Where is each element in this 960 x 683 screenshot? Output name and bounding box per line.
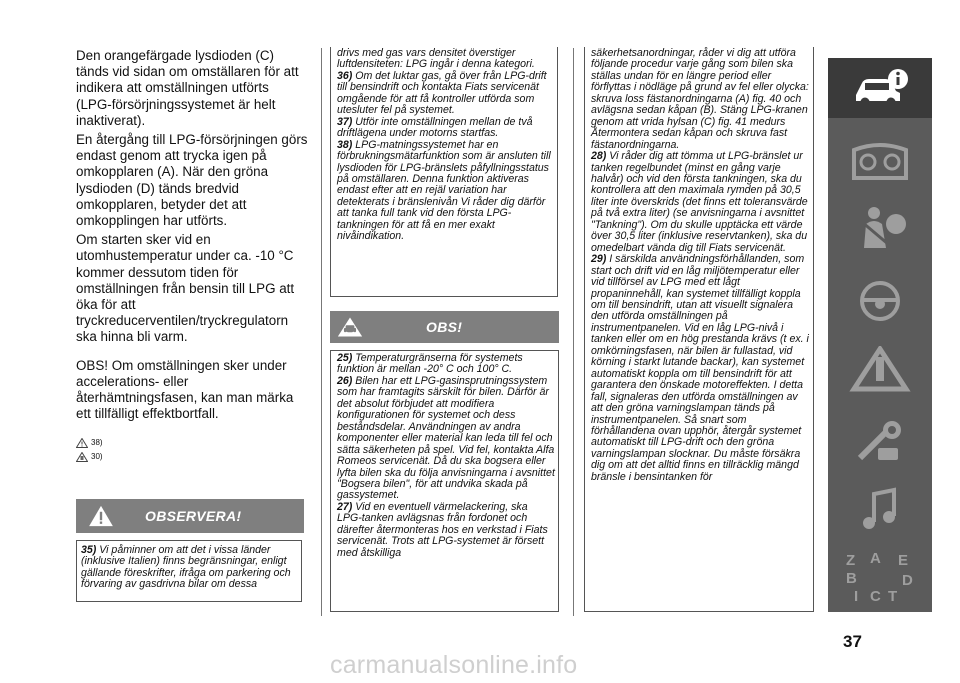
observera-title: OBSERVERA! <box>145 508 242 524</box>
item-number: 26) <box>337 374 353 387</box>
seatbelt-airbag-icon <box>848 204 912 250</box>
item-text: drivs med gas vars densitet överstiger luftdensiteten: LPG ingår i denna kategori. <box>337 47 535 71</box>
item-number: 38) <box>337 138 353 151</box>
box-item <box>337 140 554 243</box>
car-info-icon <box>848 65 912 111</box>
item-text: I särskilda användningsförhållanden, som start och drift vid en låg miljötemperatur eller vid tillförsel av LPG med ett lågt propaninnehåll, kan systemet tillfälligt koppla om till bensindrift, utan att visuellt signalera den utförda omställningen på instrumentpanelen. Vid en låg LPG-nivå i tanken eller om en hög prestanda krävs (t ex. i omkörningsfasen, när bilen är fullastad, vid körning i starkt lutande backar), kan systemet automatiskt koppla om till bensindrift för att garantera den önskade motoreffekten. I detta fall, signaleras den utförda omställningen av att den gröna varningslampan tänds på instrumentpanelen. Så snart som förhållandena ovan upphör, återgår systemet automatiskt till LPG-drift och den gröna varningslampan slocknar. Du måste försäkra dig om att det alltid finns en tillräcklig mängd bränsle i bensintanken för <box>591 253 809 483</box>
index-letters-icon <box>846 552 916 606</box>
observera-box <box>76 540 302 602</box>
index-letter: B <box>846 570 857 587</box>
tab-dashboard[interactable] <box>828 130 932 196</box>
item-text: LPG-matningssystemet har en förbrukningsmätarfunktion som är ansluten till lysdioden för LPG-bränslets påfyllningsstatus på omställaren. Denna funktion aktiveras endast efter att en rejäl variation har detekterats i bränslenivån Vi råder dig därför att tanka full tank vid den första LPG-tankningen för att få en mer exakt nivåindikation. <box>337 138 551 243</box>
column-divider <box>573 48 574 616</box>
item-number: 36) <box>337 69 353 82</box>
column-3-box <box>584 47 814 612</box>
item-number: 25) <box>337 352 353 364</box>
paragraph-led-orange: Den orangefärgade lysdioden (C) tänds vid sidan om omställaren för att indikera att omställningen utförts (LPG-försörjningssystemet är helt inaktiverat). <box>76 48 299 128</box>
box-item <box>591 151 810 254</box>
chapter-sidebar <box>828 58 932 612</box>
car-lift-icon <box>337 316 363 338</box>
dashboard-icon <box>848 138 912 184</box>
obs-title: OBS! <box>426 319 463 335</box>
tab-service[interactable] <box>828 410 932 476</box>
observera-banner <box>76 499 304 533</box>
paragraph-return-lpg: En återgång till LPG-försörjningen görs endast genom att trycka igen på omkopplaren (A). När den gröna lysdioden (D) tänds bredvid omkopplaren, betyder det att omkopplingen har utförts. <box>76 132 308 229</box>
page-number: 37 <box>843 632 862 651</box>
obs-box <box>330 350 559 612</box>
reference-number: 30) <box>91 452 103 462</box>
index-letter: C <box>870 588 881 605</box>
reference-list <box>76 436 308 464</box>
tab-driving[interactable] <box>828 268 932 336</box>
box-item <box>337 48 554 71</box>
reference-item <box>76 436 308 450</box>
item-text: Om det luktar gas, gå över från LPG-drift till bensindrift och kontakta Fiats servicenät omgående för att få kontroller utförda som utesluter fel på systemet. <box>337 69 547 117</box>
item-text: Bilen har ett LPG-gasinsprutningssystem som har framtagits särskilt för bilen. Därför är det absolut förbjudet att modifiera konfigurationen för systemet och dess beståndsdelar. Användningen av andra komponenter eller material kan leda till fel och sätta säkerheten på spel. Vid fel, kontakta Alfa Romeos servicenät. Då du ska bogsera eller lyfta bilen ska du följa anvisningarna i avsnittet "Bogsera bilen", för att undvika skada på gassystemet. <box>337 374 555 502</box>
continued-box <box>330 47 558 297</box>
item-number: 37) <box>337 115 353 128</box>
index-letter: I <box>854 588 859 605</box>
obs-banner <box>330 311 559 343</box>
item-number: 27) <box>337 500 353 513</box>
column-divider <box>321 48 322 616</box>
box-item <box>591 254 810 483</box>
tab-safety[interactable] <box>828 198 932 264</box>
index-letter: A <box>870 550 881 567</box>
paragraph-cold-start: Om starten sker vid en utomhustemperatur under ca. -10 °C kommer dessutom tiden för omställningen från bensin till LPG att öka för att tryckreducerventilen/tryckregulatorn ska hinna bli varm. <box>76 232 295 345</box>
reference-item <box>76 450 308 464</box>
tab-car-info[interactable] <box>828 58 932 118</box>
tab-index[interactable] <box>828 546 932 612</box>
column-1 <box>76 48 308 464</box>
item-text: Vi råder dig att tömma ut LPG-bränslet ur tanken regelbundet (minst en gång varje halvår) och vid den första tankningen, ska du kontrollera att den maximala rymden på 30,5 liter inte överskrids (det finns ett toleransvärde på två extra liter) (se anvisningarna i avsnittet "Tankning"). Om du skulle upptäcka ett värde över 30,5 liter (inklusive reservtanken), ska du omedelbart vända dig till Fiats servicenät. <box>591 150 808 254</box>
item-text: Utför inte omställningen mellan de två driftlägena under motorns startfas. <box>337 115 533 140</box>
steering-wheel-icon <box>848 278 912 324</box>
obs-item <box>337 376 555 502</box>
item-text: Temperaturgränserna för systemets funktion är mellan -20° C och 100° C. <box>337 352 523 376</box>
caution-hand-icon <box>76 452 88 462</box>
item-number: 35) <box>81 544 97 556</box>
reference-number: 38) <box>91 438 103 448</box>
index-letter: D <box>902 572 913 589</box>
box-item <box>337 71 554 117</box>
warning-triangle-icon <box>848 346 912 392</box>
warning-triangle-icon <box>88 505 114 527</box>
index-letter: Z <box>846 552 856 569</box>
item-text: Vid en eventuell värmelackering, ska LPG-tanken avlägsnas från fordonet och därefter återmonteras hos en verkstad i Fiats servicenät. Trots att LPG-systemet är försett med åtskilliga <box>337 500 548 559</box>
box-item <box>591 48 810 151</box>
item-text: säkerhetsanordningar, råder vi dig att utföra följande procedur varje gång som bilen ska ställas undan för en längre period eller förflyttas i nödläge på grund av fel eller olycka: skruva loss fästanordningarna (A) fig. 40 och avlägsna sedan kåpan (B). Stäng LPG-kranen genom att vrida hylsan (C) fig. 41 medurs Återmontera sedan kåpan och skruva fast fästanordningarna. <box>591 47 809 151</box>
music-note-icon <box>848 486 912 532</box>
tab-multimedia[interactable] <box>828 480 932 542</box>
item-text: Vi påminner om att det i vissa länder (inklusive Italien) finns begränsningar, enligt gällande föreskrifter, ifråga om parkering och förvaring av gasdrivna bilar om dessa <box>81 544 291 591</box>
obs-item <box>337 353 555 376</box>
index-letter: T <box>888 588 898 605</box>
obs-item <box>337 502 555 559</box>
paragraph-obs-note: OBS! Om omställningen sker under accelerations- eller återhämtningsfasen, kan man märka ett tillfälligt effektbortfall. <box>76 357 294 422</box>
tab-emergency[interactable] <box>828 340 932 406</box>
watermark: carmanualsonline.info <box>330 651 578 679</box>
item-number: 28) <box>591 150 607 163</box>
warning-triangle-icon <box>76 438 88 448</box>
service-tools-icon <box>848 418 912 464</box>
observera-item <box>81 545 301 591</box>
index-letter: E <box>898 552 909 569</box>
item-number: 29) <box>591 253 607 266</box>
box-item <box>337 117 554 140</box>
